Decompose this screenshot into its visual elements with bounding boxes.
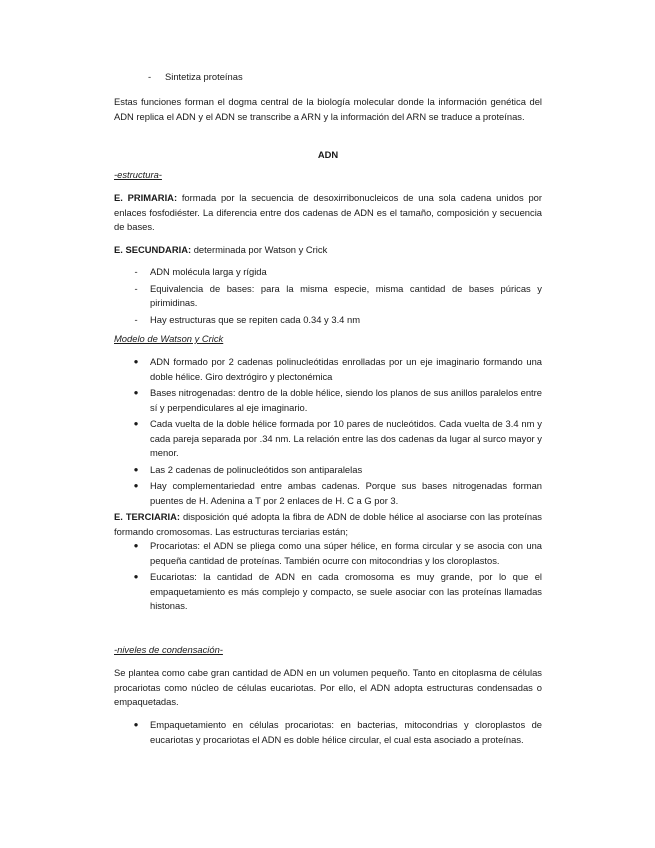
bullet-marker: ● bbox=[133, 572, 139, 581]
terciaria-paragraph bbox=[114, 510, 542, 539]
dash-marker: - bbox=[134, 266, 138, 277]
list-item bbox=[114, 313, 542, 328]
list-item-text: ADN molécula larga y rígida bbox=[150, 266, 267, 277]
list-item bbox=[114, 463, 542, 478]
list-item bbox=[114, 355, 542, 384]
list-item-text: Cada vuelta de la doble hélice formada por 10 pares de nucleótidos. Cada vuelta de 3.4 nm y cada pareja separada por .34 nm. La relación entre las dos cadenas da lugar al surco mayor y menor. bbox=[150, 418, 542, 458]
primaria-text: formada por la secuencia de desoxirribonucleicos de una sola cadena unidos por enlaces fosfodiéster. La diferencia entre dos cadenas de ADN es el tamaño, composición y secuencia de bases. bbox=[114, 192, 542, 232]
terciaria-text: disposición qué adopta la fibra de ADN de doble hélice al asociarse con las proteínas formando cromosomas. Las estructuras terciarias están; bbox=[114, 511, 542, 537]
watson-crick-heading: Modelo de Watson y Crick bbox=[114, 333, 224, 344]
terciaria-label: E. TERCIARIA: bbox=[114, 511, 180, 522]
niveles-paragraph: Se plantea como cabe gran cantidad de ADN en un volumen pequeño. Tanto en citoplasma de células procariotas como núcleo de células eucariotas. Por ello, el ADN adopta estructuras condensadas o empaquetadas. bbox=[114, 667, 542, 707]
dash-marker: - bbox=[134, 313, 138, 325]
list-item-text: Hay estructuras que se repiten cada 0.34 y 3.4 nm bbox=[150, 313, 361, 325]
list-item-text: Las 2 cadenas de polinucleótidos son antiparalelas bbox=[150, 463, 363, 475]
bullet-marker: ● bbox=[133, 357, 139, 366]
bullet-marker: ● bbox=[133, 388, 139, 397]
list-item-text: Empaquetamiento en células procariotas: en bacterias, mitocondrias y cloroplastos de eucariotas y procariotas el ADN es doble hélice circular, el cual esta asociado a proteínas. bbox=[150, 719, 542, 745]
secundaria-text: determinada por Watson y Crick bbox=[191, 244, 328, 255]
estructura-heading: -estructura- bbox=[114, 169, 162, 180]
dash-marker: - bbox=[134, 282, 138, 294]
bullet-marker: ● bbox=[133, 419, 139, 428]
dash-marker: - bbox=[148, 71, 152, 82]
secundaria-list bbox=[114, 265, 542, 329]
list-item bbox=[114, 570, 542, 614]
bullet-marker: ● bbox=[133, 720, 139, 729]
bullet-marker: ● bbox=[133, 541, 139, 550]
list-item bbox=[114, 539, 542, 568]
top-list-item bbox=[148, 71, 243, 82]
secundaria-paragraph bbox=[114, 243, 542, 258]
niveles-list bbox=[114, 718, 542, 749]
list-item-text: Bases nitrogenadas: dentro de la doble hélice, siendo los planos de sus anillos paralelos entre sí y perpendiculares al eje imaginario. bbox=[150, 387, 542, 413]
list-item bbox=[114, 386, 542, 415]
list-item-text: Hay complementariedad entre ambas cadenas. Porque sus bases nitrogenadas forman puentes de H. Adenina a T por 2 enlaces de H. C a G por 3. bbox=[150, 480, 542, 506]
list-item-text: Procariotas: el ADN se pliega como una súper hélice, en forma circular y se asocia con una pequeña cantidad de proteínas. También ocurre con mitocondrias y los cloroplastos. bbox=[150, 540, 542, 566]
primaria-paragraph bbox=[114, 191, 542, 235]
list-item-text: Eucariotas: la cantidad de ADN en cada cromosoma es muy grande, por lo que el empaquetamiento es más complejo y compacto, se suele asociar con las proteínas llamadas histonas. bbox=[150, 571, 542, 611]
niveles-heading: -niveles de condensación- bbox=[114, 644, 223, 655]
bullet-marker: ● bbox=[133, 464, 139, 474]
section-title: ADN bbox=[317, 149, 339, 160]
bullet-marker: ● bbox=[133, 481, 139, 490]
terciaria-list bbox=[114, 539, 542, 616]
top-list-item-text: Sintetiza proteínas bbox=[165, 71, 243, 82]
watson-crick-list bbox=[114, 355, 542, 510]
list-item bbox=[114, 265, 542, 280]
list-item-text: ADN formado por 2 cadenas polinucleótidas enrolladas por un eje imaginario formando una doble hélice. Giro dextrógiro y plectonémica bbox=[150, 356, 542, 382]
list-item bbox=[114, 479, 542, 508]
list-item bbox=[114, 282, 542, 311]
list-item bbox=[114, 417, 542, 461]
primaria-label: E. PRIMARIA: bbox=[114, 192, 178, 203]
secundaria-label: E. SECUNDARIA: bbox=[114, 244, 192, 255]
intro-paragraph: Estas funciones forman el dogma central de la biología molecular donde la información genética del ADN replica el ADN y el ADN se transcribe a ARN y la información del ARN se traduce a proteínas. bbox=[114, 96, 542, 122]
list-item-text: Equivalencia de bases: para la misma especie, misma cantidad de bases púricas y pirimidinas. bbox=[150, 282, 542, 308]
list-item bbox=[114, 718, 542, 747]
